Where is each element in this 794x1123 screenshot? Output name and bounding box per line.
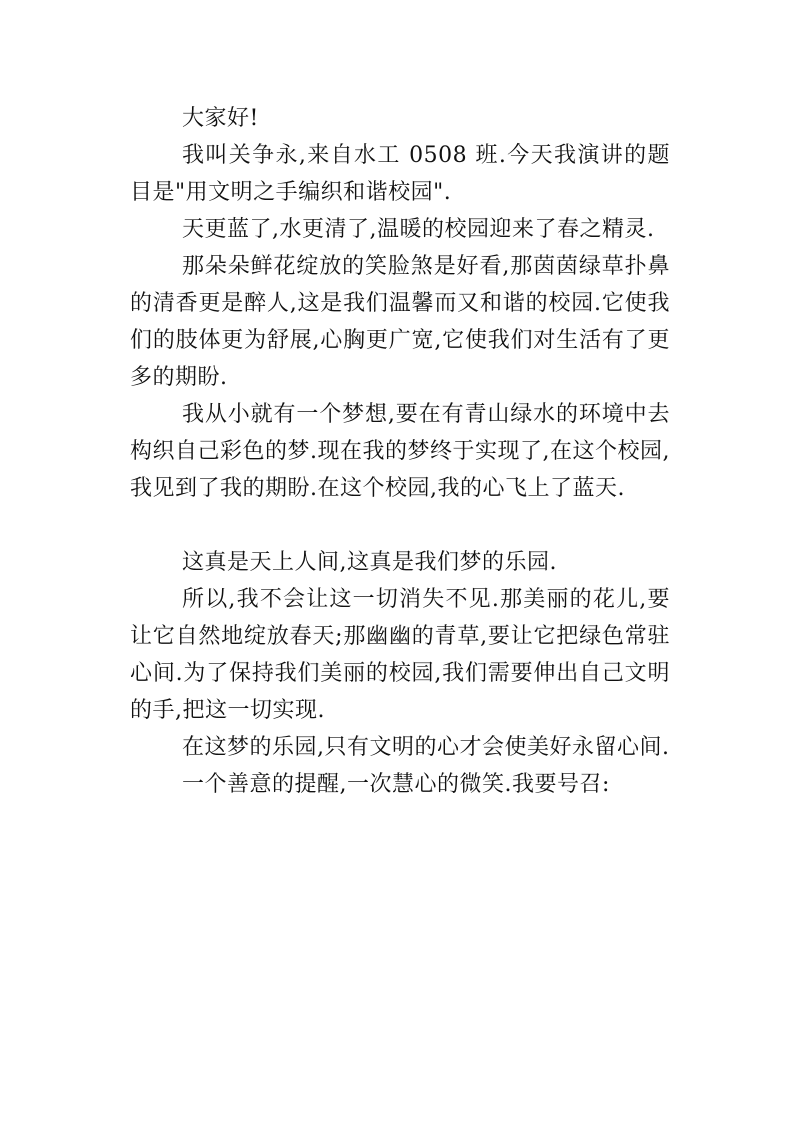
paragraph-spring: 天更蓝了,水更清了,温暖的校园迎来了春之精灵. xyxy=(182,217,655,242)
paragraph-greeting: 大家好! xyxy=(182,106,259,131)
paragraph-introduction: 我叫关争永,来自水工 0508 班.今天我演讲的题目是"用文明之手编织和谐校园". xyxy=(130,143,670,205)
paragraph-civilized-heart: 在这梦的乐园,只有文明的心才会使美好永留心间. xyxy=(182,735,670,760)
paragraph-campus-beauty: 那朵朵鲜花绽放的笑脸煞是好看,那茵茵绿草扑鼻的清香更是醉人,这是我们温馨而又和谐的校园.它使我们的肢体更为舒展,心胸更广宽,它使我们对生活有了更多的期盼. xyxy=(130,254,670,390)
paragraph-preserve: 所以,我不会让这一切消失不见.那美丽的花儿,要让它自然地绽放春天;那幽幽的青草,要让它把绿色常驻心间.为了保持我们美丽的校园,我们需要伸出自己文明的手,把这一切实现. xyxy=(130,587,670,723)
speech-text xyxy=(130,100,670,803)
paragraph-gap xyxy=(130,507,670,544)
paragraph-dream: 我从小就有一个梦想,要在有青山绿水的环境中去构织自己彩色的梦.现在我的梦终于实现了,在这个校园,我见到了我的期盼.在这个校园,我的心飞上了蓝天. xyxy=(130,402,670,501)
paragraph-call-to-action: 一个善意的提醒,一次慧心的微笑.我要号召: xyxy=(182,772,610,797)
paragraph-paradise: 这真是天上人间,这真是我们梦的乐园. xyxy=(182,550,557,575)
